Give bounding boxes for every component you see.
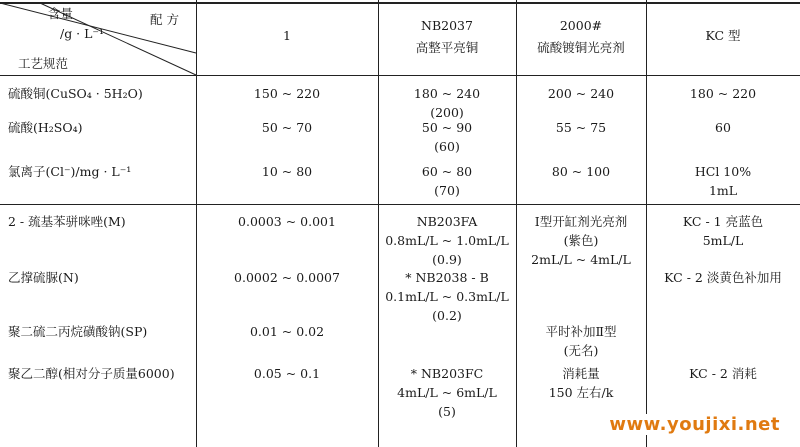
table-cell: 消耗量 <box>562 366 600 381</box>
column-header-3-line-1: 2000# <box>559 18 603 33</box>
column-header-2-line-1: NB2037 <box>421 18 473 33</box>
table-cell: 50 ~ 90 <box>421 120 473 135</box>
table-cell: 0.1mL/L ~ 0.3mL/L <box>385 289 509 304</box>
table-cell: * NB2038 - B <box>405 270 489 285</box>
row-label: 聚乙二醇(相对分子质量6000) <box>8 366 175 381</box>
table-cell: (60) <box>434 139 460 154</box>
table-cell: 5mL/L <box>702 233 744 248</box>
table-cell: 60 ~ 80 <box>421 164 473 179</box>
table-cell: 0.05 ~ 0.1 <box>253 366 321 381</box>
table-cell: HCl 10% <box>694 164 752 179</box>
table-cell: (无名) <box>563 343 599 358</box>
table-cell: KC - 2 消耗 <box>689 366 757 381</box>
table-cell: 150 左右/k <box>548 385 614 400</box>
row-label: 乙撑硫脲(N) <box>8 270 79 285</box>
table-cell: (200) <box>430 105 464 120</box>
table-cell: (0.2) <box>432 308 462 323</box>
row-label: 2 - 巯基苯骈咪唑(M) <box>8 214 126 229</box>
corner-label-content: 含量 <box>48 6 74 21</box>
table-cell: 200 ~ 240 <box>547 86 615 101</box>
table-cell: * NB203FC <box>410 366 484 381</box>
table-cell: 180 ~ 220 <box>689 86 757 101</box>
table-cell: 0.0002 ~ 0.0007 <box>234 270 340 285</box>
table-cell: 平时补加Ⅱ型 <box>545 324 617 339</box>
table-cell: 10 ~ 80 <box>261 164 313 179</box>
table-cell: KC - 2 淡黄色补加用 <box>664 270 782 285</box>
table-cell: 2mL/L ~ 4mL/L <box>531 252 631 267</box>
table-cell: 4mL/L ~ 6mL/L <box>397 385 497 400</box>
row-label: 聚二硫二丙烷磺酸钠(SP) <box>8 324 148 339</box>
row-label: 硫酸铜(CuSO₄ · 5H₂O) <box>8 86 143 101</box>
section-divider <box>0 204 800 205</box>
table-cell: 150 ~ 220 <box>253 86 321 101</box>
corner-label-process: 工艺规范 <box>18 56 69 71</box>
column-header-3-line-2: 硫酸镀铜光亮剂 <box>537 40 625 55</box>
table-cell: (0.9) <box>432 252 462 267</box>
row-label: 硫酸(H₂SO₄) <box>8 120 83 135</box>
table-cell: 50 ~ 70 <box>261 120 313 135</box>
table-cell: 0.01 ~ 0.02 <box>249 324 325 339</box>
table-cell: (紫色) <box>563 233 599 248</box>
column-header-1-line-1: 1 <box>283 28 291 43</box>
row-label: 氯离子(Cl⁻)/mg · L⁻¹ <box>8 164 132 179</box>
table-cell: 1mL <box>708 183 738 198</box>
corner-label-formula: 配 方 <box>150 12 179 27</box>
table-cell: (5) <box>438 404 456 419</box>
table-cell: 0.0003 ~ 0.001 <box>238 214 336 229</box>
table-cell: KC - 1 亮蓝色 <box>682 214 764 229</box>
watermark: www.youjixi.net <box>609 414 780 435</box>
corner-label-unit: /g · L⁻¹ <box>60 26 105 41</box>
table-cell: 55 ~ 75 <box>555 120 607 135</box>
column-header-2-line-2: 高整平亮铜 <box>415 40 479 55</box>
column-header-4-line-1: KC 型 <box>705 28 741 43</box>
table-cell: Ⅰ型开缸剂光亮剂 <box>534 214 628 229</box>
table-cell: 60 <box>715 120 731 135</box>
table-cell: 0.8mL/L ~ 1.0mL/L <box>385 233 509 248</box>
table-cell: 80 ~ 100 <box>551 164 611 179</box>
table-cell: NB203FA <box>416 214 478 229</box>
table-cell: (70) <box>434 183 460 198</box>
table-cell: 180 ~ 240 <box>413 86 481 101</box>
